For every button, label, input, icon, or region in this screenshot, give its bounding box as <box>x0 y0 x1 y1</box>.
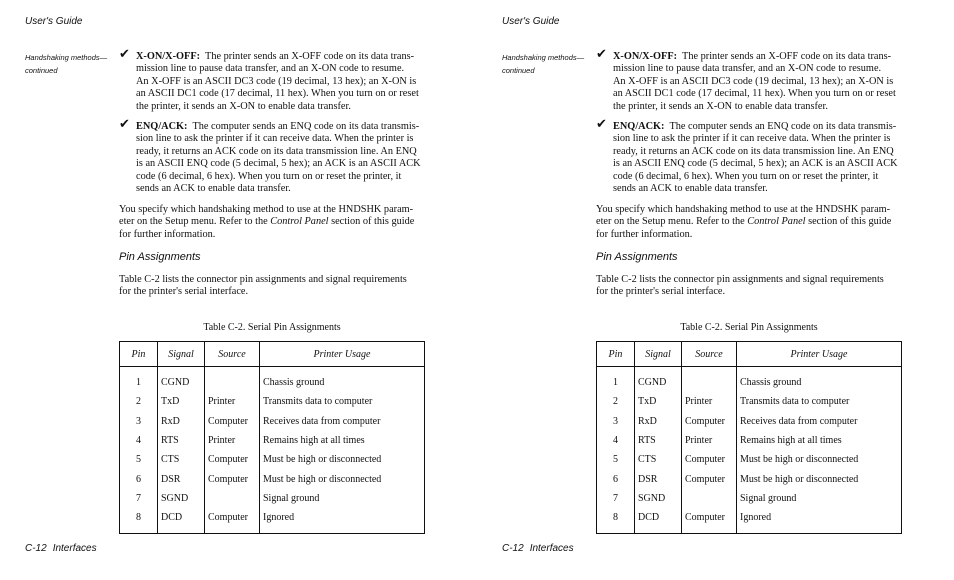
usage-cell: Ignored <box>260 508 425 534</box>
table-row <box>597 431 902 450</box>
signal-cell: DSR <box>158 469 205 488</box>
usage-cell: Must be high or disconnected <box>737 450 902 469</box>
pin-cell: 4 <box>613 435 618 447</box>
check-mark-icon: ✔ <box>596 47 607 62</box>
running-header: User's Guide <box>25 16 83 27</box>
table-row <box>120 412 425 431</box>
bullet-line: sends an ACK to enable data transfer. <box>136 183 291 195</box>
paragraph-line: for the printer's serial interface. <box>596 286 726 298</box>
bullet-term: X-ON/X-OFF: <box>136 51 201 62</box>
usage-cell: Remains high at all times <box>260 431 425 450</box>
paragraph-line: eter on the Setup menu. Refer to the <box>119 216 271 228</box>
page-footer <box>502 543 574 554</box>
bullet-line: is an ASCII ENQ code (5 decimal, 5 hex); an ACK is an ASCII ACK <box>136 158 421 170</box>
usage-cell: Must be high or disconnected <box>260 450 425 469</box>
bullet-line: sion line to ask the printer if it can receive data. When the printer is <box>136 133 414 145</box>
column-header-source: Source <box>205 342 260 367</box>
source-cell: Printer <box>205 431 260 450</box>
table-caption: Table C-2. Serial Pin Assignments <box>680 322 818 333</box>
section-title: Pin Assignments <box>119 251 201 263</box>
source-cell <box>682 367 737 393</box>
bullet-line: the printer, it sends an X-ON to enable data transfer. <box>613 100 828 112</box>
column-header-signal: Signal <box>635 342 682 367</box>
signal-cell: RxD <box>635 412 682 431</box>
bullet-line: ready, it returns an ACK code on its data transmission line. An ENQ <box>136 145 417 157</box>
check-mark-icon: ✔ <box>119 47 130 62</box>
bullet-line: The printer sends an X-OFF code on its data trans- <box>682 51 892 62</box>
table-row <box>120 489 425 508</box>
source-cell: Computer <box>205 469 260 488</box>
usage-cell: Ignored <box>737 508 902 534</box>
paragraph-line: Table C-2 lists the connector pin assignments and signal requirements <box>119 274 407 285</box>
signal-cell: CTS <box>635 450 682 469</box>
paragraph-line: Table C-2 lists the connector pin assignments and signal requirements <box>596 274 884 285</box>
bullet-text <box>136 121 430 195</box>
bullet-line: the printer, it sends an X-ON to enable data transfer. <box>136 100 351 112</box>
source-cell: Computer <box>682 508 737 534</box>
bullet-text <box>136 51 430 113</box>
usage-cell: Remains high at all times <box>737 431 902 450</box>
page-number: C-12 <box>25 543 47 554</box>
usage-cell: Signal ground <box>737 489 902 508</box>
page-right <box>477 0 954 580</box>
signal-cell: DCD <box>635 508 682 534</box>
table-row <box>120 469 425 488</box>
usage-cell: Chassis ground <box>260 367 425 393</box>
pin-cell: 4 <box>136 435 141 447</box>
source-cell: Computer <box>205 450 260 469</box>
usage-cell: Transmits data to computer <box>260 392 425 411</box>
usage-cell: Transmits data to computer <box>737 392 902 411</box>
bullet-line: code (6 decimal, 6 hex). When you turn on or reset the printer, it <box>613 170 879 182</box>
column-header-pin: Pin <box>597 342 635 367</box>
usage-cell: Signal ground <box>260 489 425 508</box>
bullet-line: An X-OFF is an ASCII DC3 code (19 decimal, 13 hex); an X-ON is <box>136 75 417 87</box>
source-cell: Computer <box>205 412 260 431</box>
signal-cell: SGND <box>158 489 205 508</box>
usage-cell: Receives data from computer <box>737 412 902 431</box>
table-row <box>597 508 902 534</box>
section-title: Pin Assignments <box>596 251 678 263</box>
pin-cell: 6 <box>613 473 618 485</box>
page-number: C-12 <box>502 543 524 554</box>
source-cell <box>682 489 737 508</box>
usage-cell: Must be high or disconnected <box>737 469 902 488</box>
signal-cell: SGND <box>635 489 682 508</box>
pin-cell: 6 <box>136 473 141 485</box>
bullet-line: An X-OFF is an ASCII DC3 code (19 decimal, 13 hex); an X-ON is <box>613 75 894 87</box>
bullet-text <box>613 121 907 195</box>
paragraph-line: You specify which handshaking method to use at the HNDSHK param- <box>119 204 414 215</box>
source-cell: Computer <box>682 412 737 431</box>
bullet-line: sion line to ask the printer if it can receive data. When the printer is <box>613 133 891 145</box>
column-header-usage: Printer Usage <box>737 342 902 367</box>
column-header-pin: Pin <box>120 342 158 367</box>
source-cell: Printer <box>682 431 737 450</box>
bullet-line: mission line to pause data transfer, and an X-ON code to resume. <box>136 63 405 75</box>
running-header: User's Guide <box>502 16 560 27</box>
source-cell: Printer <box>682 392 737 411</box>
bullet-line: is an ASCII ENQ code (5 decimal, 5 hex); an ACK is an ASCII ACK <box>613 158 898 170</box>
pin-assignments-table <box>119 341 425 534</box>
bullet-line: The computer sends an ENQ code on its data transmis- <box>192 121 420 132</box>
source-cell: Printer <box>205 392 260 411</box>
pin-cell: 2 <box>613 396 618 408</box>
pin-cell: 8 <box>136 512 141 524</box>
control-panel-reference: Control Panel <box>747 216 806 228</box>
column-header-usage: Printer Usage <box>260 342 425 367</box>
paragraph-line: for further information. <box>119 228 216 240</box>
bullet-line: The printer sends an X-OFF code on its data trans- <box>205 51 415 62</box>
source-cell: Computer <box>205 508 260 534</box>
table-caption: Table C-2. Serial Pin Assignments <box>203 322 341 333</box>
bullet-line: code (6 decimal, 6 hex). When you turn on or reset the printer, it <box>136 170 402 182</box>
bullet-line: mission line to pause data transfer, and an X-ON code to resume. <box>613 63 882 75</box>
signal-cell: TxD <box>158 392 205 411</box>
pin-cell: 5 <box>136 454 141 466</box>
signal-cell: CTS <box>158 450 205 469</box>
pin-cell: 5 <box>613 454 618 466</box>
signal-cell: DSR <box>635 469 682 488</box>
bullet-line: sends an ACK to enable data transfer. <box>613 183 768 195</box>
table-header-row <box>120 342 425 367</box>
pin-cell: 3 <box>136 415 141 427</box>
column-header-signal: Signal <box>158 342 205 367</box>
source-cell: Computer <box>682 450 737 469</box>
signal-cell: DCD <box>158 508 205 534</box>
table-row <box>597 489 902 508</box>
pin-cell: 1 <box>613 377 618 389</box>
bullet-text <box>613 51 907 113</box>
source-cell <box>205 367 260 393</box>
setup-paragraph <box>119 204 431 241</box>
source-cell <box>205 489 260 508</box>
usage-cell: Receives data from computer <box>260 412 425 431</box>
signal-cell: RTS <box>158 431 205 450</box>
pin-cell: 7 <box>136 492 141 504</box>
paragraph-line: for further information. <box>596 228 693 240</box>
paragraph-line: section of this guide <box>328 216 415 228</box>
bullet-line: an ASCII DC1 code (17 decimal, 11 hex). When you turn on or reset <box>613 88 896 100</box>
paragraph-line: eter on the Setup menu. Refer to the <box>596 216 748 228</box>
pin-assignments-table <box>596 341 902 534</box>
margin-note-line: continued <box>502 66 535 75</box>
margin-note <box>502 51 584 77</box>
bullet-term: ENQ/ACK: <box>613 121 665 132</box>
margin-note <box>25 51 107 77</box>
margin-note-line: Handshaking methods— <box>502 53 585 62</box>
bullet-line: The computer sends an ENQ code on its data transmis- <box>669 121 897 132</box>
bullet-line: ready, it returns an ACK code on its data transmission line. An ENQ <box>613 145 894 157</box>
pin-cell: 1 <box>136 377 141 389</box>
paragraph-line: section of this guide <box>805 216 892 228</box>
page-footer <box>25 543 97 554</box>
control-panel-reference: Control Panel <box>270 216 329 228</box>
pin-paragraph <box>119 274 431 299</box>
table-row <box>597 412 902 431</box>
column-header-source: Source <box>682 342 737 367</box>
table-row <box>120 392 425 411</box>
table-header-row <box>597 342 902 367</box>
table-row <box>120 431 425 450</box>
signal-cell: TxD <box>635 392 682 411</box>
signal-cell: CGND <box>158 367 205 393</box>
signal-cell: RxD <box>158 412 205 431</box>
source-cell: Computer <box>682 469 737 488</box>
paragraph-line: You specify which handshaking method to use at the HNDSHK param- <box>596 204 891 215</box>
table-row <box>120 367 425 393</box>
setup-paragraph <box>596 204 908 241</box>
table-row <box>120 450 425 469</box>
pin-cell: 3 <box>613 415 618 427</box>
signal-cell: CGND <box>635 367 682 393</box>
pin-cell: 7 <box>613 492 618 504</box>
usage-cell: Must be high or disconnected <box>260 469 425 488</box>
table-row <box>120 508 425 534</box>
check-mark-icon: ✔ <box>596 117 607 132</box>
check-mark-icon: ✔ <box>119 117 130 132</box>
table-row <box>597 392 902 411</box>
chapter-name: Interfaces <box>529 543 574 554</box>
chapter-name: Interfaces <box>52 543 97 554</box>
pin-cell: 2 <box>136 396 141 408</box>
bullet-term: ENQ/ACK: <box>136 121 188 132</box>
paragraph-line: for the printer's serial interface. <box>119 286 249 298</box>
signal-cell: RTS <box>635 431 682 450</box>
pin-paragraph <box>596 274 908 299</box>
usage-cell: Chassis ground <box>737 367 902 393</box>
bullet-line: an ASCII DC1 code (17 decimal, 11 hex). When you turn on or reset <box>136 88 419 100</box>
table-row <box>597 450 902 469</box>
pin-cell: 8 <box>613 512 618 524</box>
margin-note-line: continued <box>25 66 58 75</box>
table-row <box>597 469 902 488</box>
table-row <box>597 367 902 393</box>
bullet-term: X-ON/X-OFF: <box>613 51 678 62</box>
margin-note-line: Handshaking methods— <box>25 53 108 62</box>
